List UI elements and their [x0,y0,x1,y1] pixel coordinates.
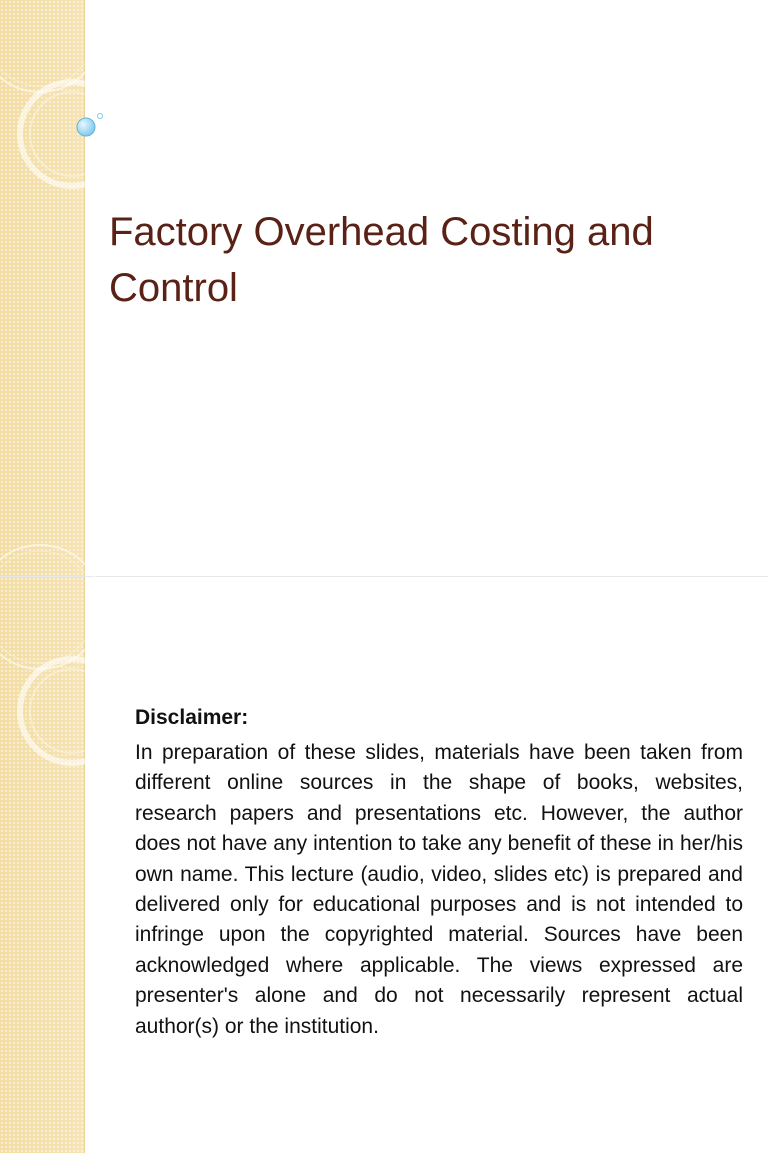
decorative-side-band [0,577,85,1153]
ring-middle-outer [20,659,124,763]
large-bubble-icon [77,118,95,136]
disclaimer-heading: Disclaimer: [135,706,249,729]
small-bubble-icon [98,114,103,119]
disclaimer-body: In preparation of these slides, materials have been taken from different online sources in the shape of books, websites, research papers and presentations etc. However, the author does not have any intention to take any benefit of these in her/his own name. This lecture (audio, video, slides etc) is prepared and delivered only for educational purposes and is not intended to infringe upon the copyrighted material. Sources have been acknowledged where applicable. The views expressed are presenter's alone and do not necessarily represent actual author(s) or the institution. [135,741,743,1038]
decorative-rings [0,577,84,1153]
title-slide [0,0,768,576]
slide-title: Factory Overhead Costing and Control [109,210,654,310]
ring-middle-inner [30,669,114,753]
disclaimer-slide [0,577,768,1153]
bubble-decoration [0,0,110,150]
